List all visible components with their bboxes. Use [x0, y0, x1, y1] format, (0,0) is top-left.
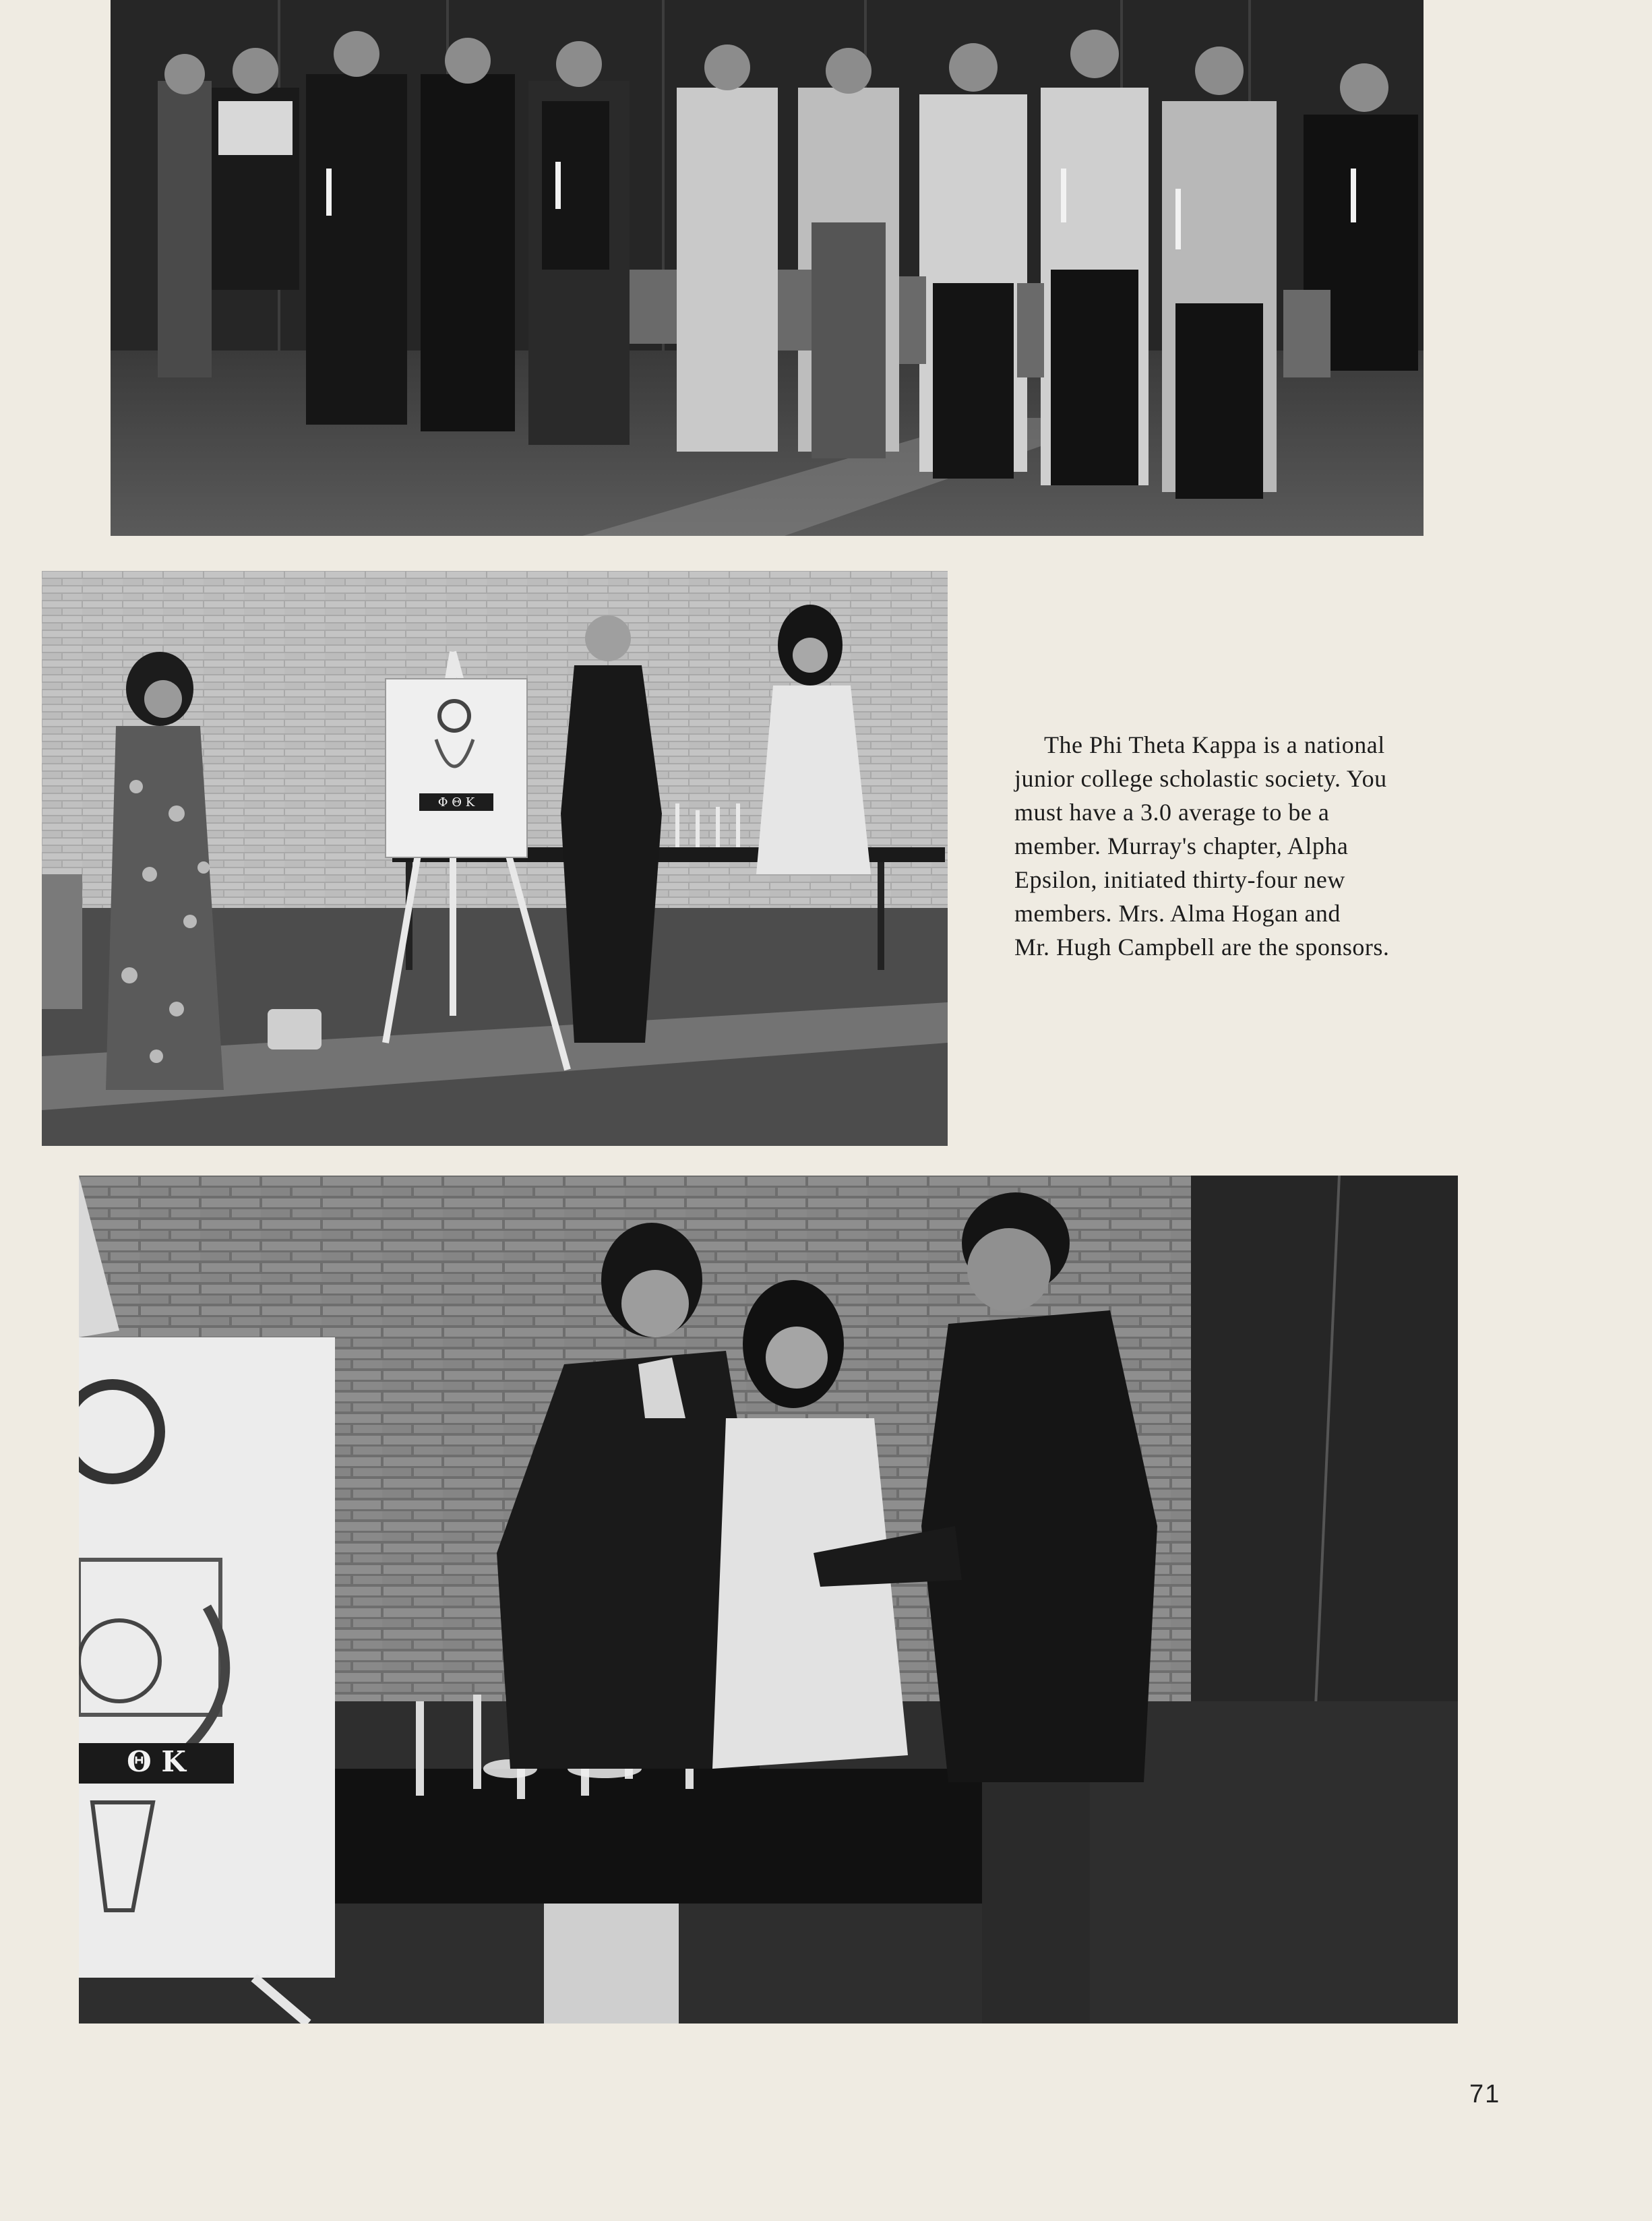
caption-line: members. Mrs. Alma Hogan and [1014, 900, 1341, 927]
caption-line: junior college scholastic society. You [1014, 765, 1387, 792]
caption-line: Epsilon, initiated thirty-four new [1014, 866, 1345, 893]
candle-lighting-image [79, 1176, 1458, 2024]
photo-inductees-line [111, 0, 1424, 536]
caption [1014, 728, 1479, 964]
caption-line: member. Murray's chapter, Alpha [1014, 832, 1349, 859]
bottom-emblem-letters: Θ K [127, 1745, 186, 1778]
inductees-line-image [111, 0, 1424, 536]
caption-line: The Phi Theta Kappa is a national [1044, 731, 1385, 758]
photo-ceremony-table [42, 571, 948, 1146]
photo-candle-lighting [79, 1176, 1458, 2024]
caption-line: must have a 3.0 average to be a [1014, 799, 1330, 826]
page-number: 71 [1469, 2080, 1501, 2108]
middle-emblem-letters: Φ Θ K [437, 795, 475, 810]
ceremony-table-image [42, 571, 948, 1146]
caption-line: Mr. Hugh Campbell are the sponsors. [1014, 934, 1390, 961]
